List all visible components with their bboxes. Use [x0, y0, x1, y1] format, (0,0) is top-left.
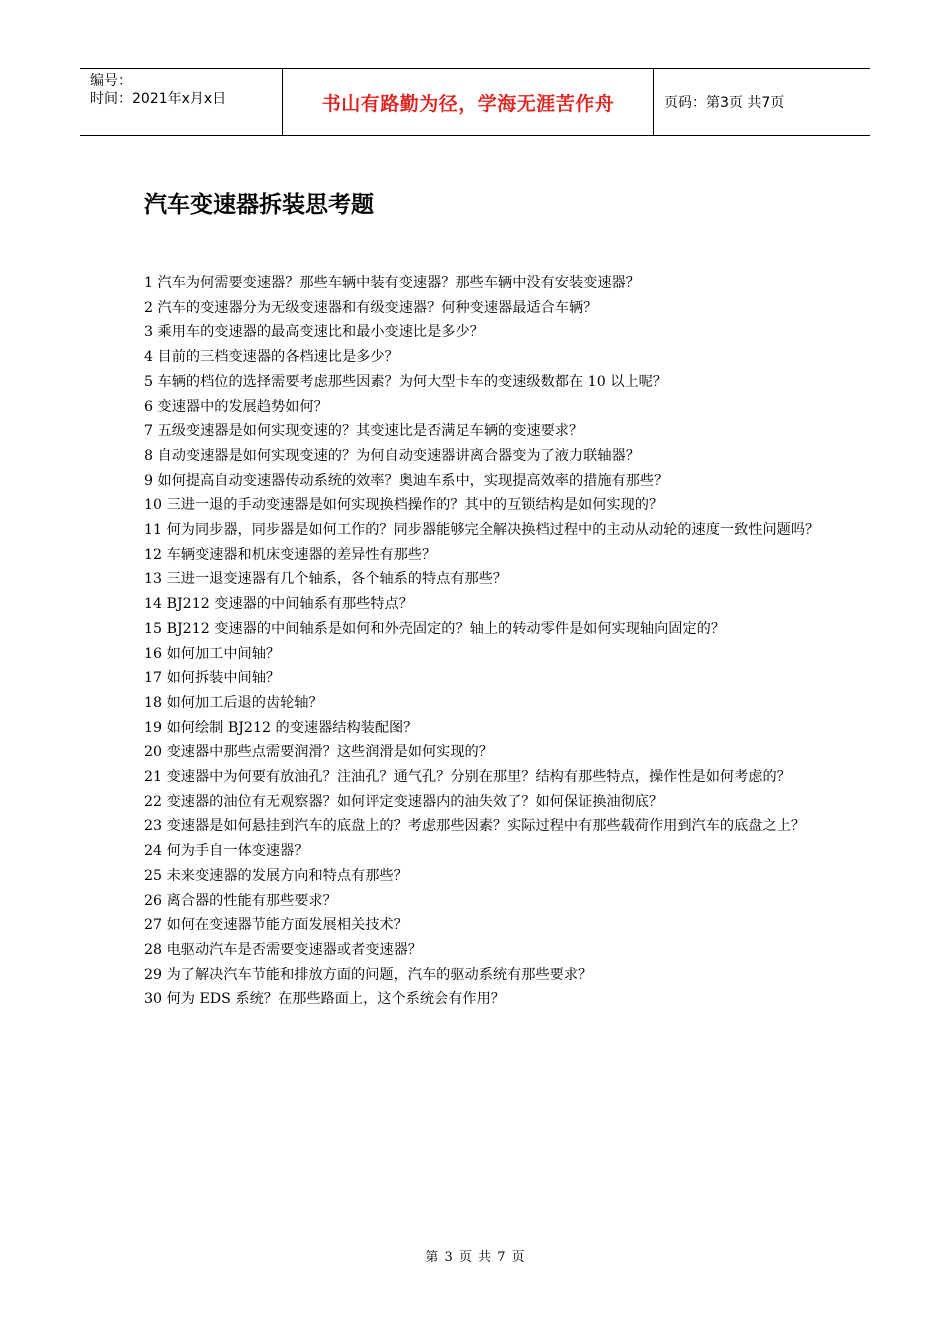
- question-item: 3 乘用车的变速器的最高变速比和最小变速比是多少？: [144, 324, 484, 341]
- question-item: 30 何为 EDS 系统？在那些路面上，这个系统会有作用？: [144, 991, 505, 1008]
- question-item: 15 BJ212 变速器的中间轴系是如何和外壳固定的？轴上的转动零件是如何实现轴向固定的？: [144, 620, 726, 637]
- question-item: 21 变速器中为何要有放油孔？注油孔？通气孔？分别在那里？结构有那些特点，操作性是如何考虑的？: [144, 769, 791, 786]
- question-item: 26 离合器的性能有那些要求？: [144, 892, 337, 909]
- question-item: 14 BJ212 变速器的中间轴系有那些特点？: [144, 596, 413, 613]
- number-label: 编号：: [90, 73, 132, 89]
- header-meta: [80, 69, 282, 135]
- question-item: 11 何为同步器，同步器是如何工作的？同步器能够完全解决换档过程中的主动从动轮的速度一致性问题吗？: [144, 522, 820, 539]
- question-item: 13 三进一退变速器有几个轴系，各个轴系的特点有那些？: [144, 571, 508, 588]
- question-item: 19 如何绘制 BJ212 的变速器结构装配图？: [144, 719, 418, 736]
- question-item: 29 为了解决汽车节能和排放方面的问题，汽车的驱动系统有那些要求？: [144, 966, 593, 983]
- question-item: 2 汽车的变速器分为无级变速器和有级变速器？何种变速器最适合车辆？: [144, 299, 598, 316]
- question-item: 12 车辆变速器和机床变速器的差异性有那些？: [144, 546, 437, 563]
- question-item: 23 变速器是如何悬挂到汽车的底盘上的？考虑那些因素？实际过程中有那些载荷作用到汽车的底盘之上？: [144, 818, 806, 835]
- document-title: 汽车变速器拆装思考题: [144, 192, 374, 218]
- question-item: 6 变速器中的发展趋势如何？: [144, 398, 328, 415]
- question-item: 20 变速器中那些点需要润滑？这些润滑是如何实现的？: [144, 744, 493, 761]
- question-item: 27 如何在变速器节能方面发展相关技术？: [144, 917, 408, 934]
- question-item: 10 三进一退的手动变速器是如何实现换档操作的？其中的互锁结构是如何实现的？: [144, 497, 664, 514]
- header-motto: 书山有路勤为径，学海无涯苦作舟: [282, 69, 654, 135]
- question-item: 4 目前的三档变速器的各档速比是多少？: [144, 349, 399, 366]
- question-list: [144, 271, 820, 1012]
- question-item: 22 变速器的油位有无观察器？如何评定变速器内的油失效了？如何保证换油彻底？: [144, 793, 664, 810]
- question-item: 24 何为手自一体变速器？: [144, 843, 309, 860]
- page-footer: 第 3 页 共 7 页: [425, 1250, 525, 1265]
- question-item: 28 电驱动汽车是否需要变速器或者变速器？: [144, 941, 422, 958]
- header-page-info: 页码：第3页 共7页: [664, 95, 785, 111]
- question-item: 7 五级变速器是如何实现变速的？其变速比是否满足车辆的变速要求？: [144, 423, 584, 440]
- page-header: [80, 68, 870, 136]
- question-item: 8 自动变速器是如何实现变速的？为何自动变速器讲离合器变为了液力联轴器？: [144, 447, 640, 464]
- date-label: 时间：2021年x月x日: [90, 91, 227, 107]
- question-item: 1 汽车为何需要变速器？那些车辆中装有变速器？那些车辆中没有安装变速器？: [144, 275, 640, 291]
- question-item: 25 未来变速器的发展方向和特点有那些？: [144, 867, 408, 884]
- question-item: 17 如何拆装中间轴？: [144, 670, 281, 687]
- question-item: 5 车辆的档位的选择需要考虑那些因素？为何大型卡车的变速级数都在 10 以上呢？: [144, 373, 667, 390]
- question-item: 16 如何加工中间轴？: [144, 645, 281, 662]
- question-item: 9 如何提高自动变速器传动系统的效率？奥迪车系中，实现提高效率的措施有那些？: [144, 472, 669, 489]
- question-item: 18 如何加工后退的齿轮轴？: [144, 694, 323, 711]
